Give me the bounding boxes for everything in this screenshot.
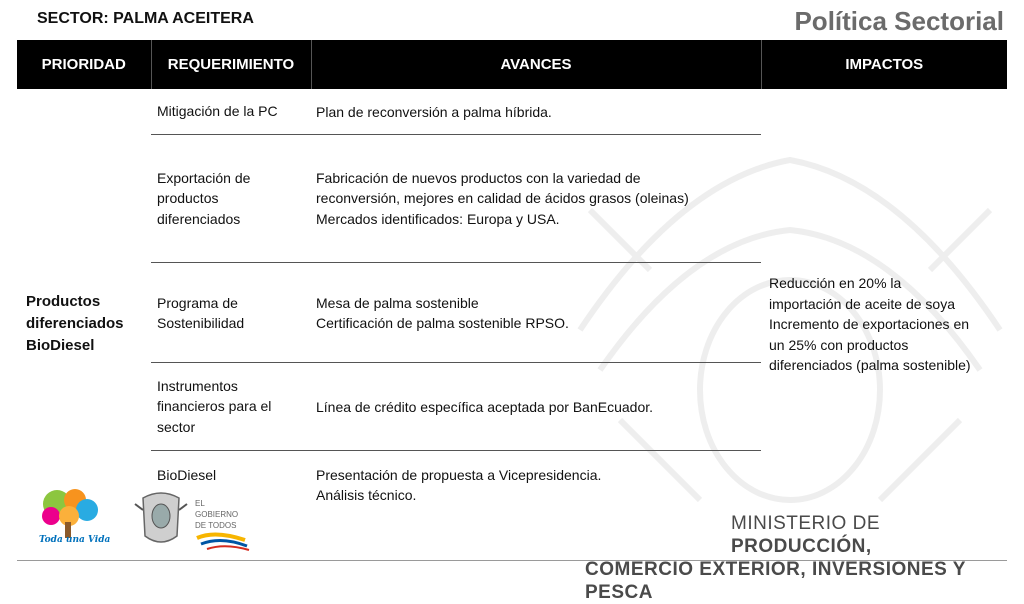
- priority-line: Productos: [26, 293, 101, 311]
- progress-line: reconversión, mejores en calidad de ácidos grasos (oleinas): [316, 190, 689, 206]
- table-row: [17, 89, 1007, 134]
- toda-una-vida-logo: [39, 489, 111, 545]
- priority-line: BioDiesel: [26, 337, 95, 355]
- requirement-cell: [151, 89, 311, 134]
- government-logos: [35, 486, 265, 558]
- ministry-line1-b: PRODUCCIÓN,: [731, 536, 872, 557]
- impact-line: un 25% con productos: [769, 336, 909, 353]
- sector-label: SECTOR: PALMA ACEITERA: [37, 10, 254, 27]
- progress-line: Línea de crédito específica aceptada por BanEcuador.: [316, 398, 654, 415]
- coat-of-arms-icon: [135, 493, 187, 542]
- toda-una-vida-text: Toda una Vida: [39, 535, 111, 545]
- requirement-line: productos: [157, 190, 219, 206]
- progress-cell: [311, 262, 761, 362]
- gobierno-line: GOBIERNO: [195, 510, 239, 519]
- el-gobierno-de-todos-logo: [195, 499, 249, 550]
- requirement-line: sector: [157, 418, 196, 435]
- impact-line: Reducción en 20% la: [769, 275, 902, 291]
- progress-cell: [311, 134, 761, 262]
- impact-line: importación de aceite de soya: [769, 295, 955, 312]
- progress-line: Mercados identificados: Europa y USA.: [316, 210, 560, 227]
- column-header-priority: PRIORIDAD: [17, 40, 151, 89]
- ministry-line2: COMERCIO EXTERIOR, INVERSIONES Y PESCA: [585, 559, 966, 603]
- progress-line: Análisis técnico.: [316, 487, 417, 503]
- policy-table: [17, 40, 1007, 561]
- requirement-line: BioDiesel: [157, 466, 217, 483]
- priority-line: diferenciados: [26, 315, 124, 333]
- requirement-line: diferenciados: [157, 210, 241, 227]
- ministry-name: [585, 512, 1005, 604]
- requirement-line: financieros para el: [157, 398, 272, 414]
- progress-line: Mesa de palma sostenible: [316, 294, 479, 311]
- table-header-row: [17, 40, 1007, 89]
- impact-line: diferenciados (palma sostenible): [769, 357, 971, 373]
- page-title: Política Sectorial: [794, 6, 1004, 36]
- requirement-cell: [151, 262, 311, 362]
- column-header-requirement: REQUERIMIENTO: [151, 40, 311, 89]
- requirement-line: Sostenibilidad: [157, 315, 245, 331]
- progress-line: Fabricación de nuevos productos con la variedad de: [316, 169, 641, 186]
- progress-cell: [311, 362, 761, 450]
- requirement-line: Programa de: [157, 294, 238, 311]
- column-header-progress: AVANCES: [311, 40, 761, 89]
- requirement-cell: [151, 362, 311, 450]
- progress-cell: [311, 89, 761, 134]
- column-header-impacts: IMPACTOS: [761, 40, 1007, 89]
- requirement-line: Exportación de: [157, 169, 251, 186]
- progress-line: Certificación de palma sostenible RPSO.: [316, 315, 569, 331]
- gobierno-line: DE TODOS: [195, 521, 237, 530]
- progress-line: Presentación de propuesta a Vicepresidencia.: [316, 466, 602, 483]
- progress-line: Plan de reconversión a palma híbrida.: [316, 104, 552, 120]
- requirement-line: Instrumentos: [157, 377, 238, 394]
- impact-line: Incremento de exportaciones en: [769, 316, 970, 332]
- requirement-cell: [151, 134, 311, 262]
- requirement-line: Mitigación de la PC: [157, 103, 278, 119]
- ministry-line1-a: MINISTERIO DE: [731, 513, 881, 534]
- gobierno-line: EL: [195, 499, 205, 508]
- impacts-cell: [761, 89, 1007, 560]
